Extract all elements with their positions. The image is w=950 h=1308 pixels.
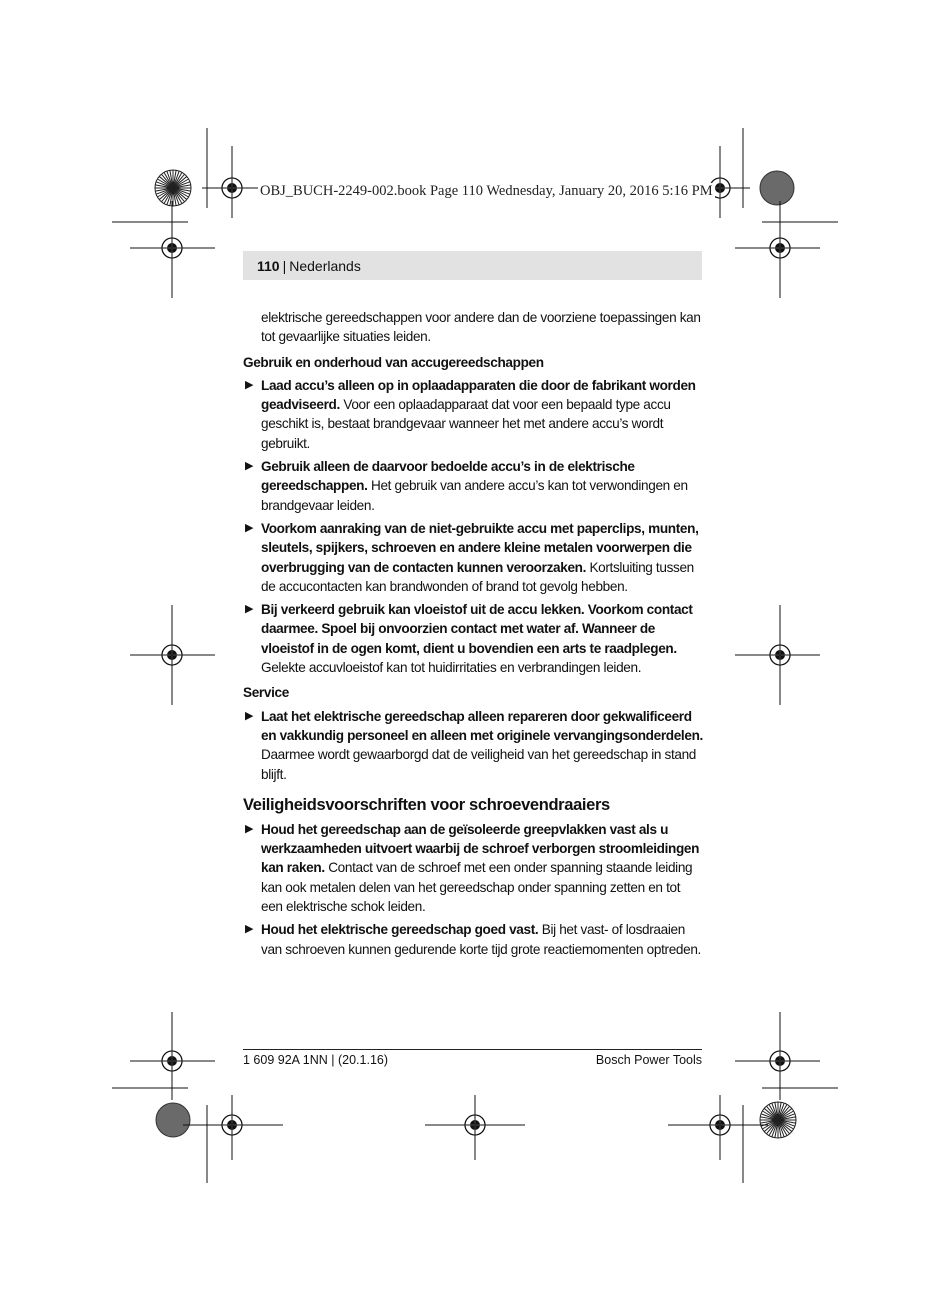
page-header [243, 251, 702, 280]
list-item: ▶ Laat het elektrische gereedschap alleen repareren door gekwalificeerd en vakkundig personeel en alleen met originele vervangingsonderdelen. Daarmee wordt gewaarborgd dat de veiligheid van het gereedschap in stand blijft. [245, 708, 703, 782]
bullet-triangle-icon: ▶ [245, 603, 254, 616]
list-item: ▶ Bij verkeerd gebruik kan vloeistof uit de accu lekken. Voorkom contact daarmee. Spoel bij onvoorzien contact met water af. Wanneer de vloeistof in de ogen komt, dient u bovendien een arts te raadplegen. Gelekte accuvloeistof kan tot huidirritaties en verbrandingen leiden. [245, 602, 693, 676]
footer-brand: Bosch Power Tools [595, 1053, 702, 1067]
page-number: 110 [257, 257, 280, 274]
section-heading-service: Service [243, 685, 289, 701]
section-heading-schroevendraaiers: Veiligheidsvoorschriften voor schroevendraaiers [243, 795, 610, 814]
section-heading-accu: Gebruik en onderhoud van accugereedschappen [243, 354, 544, 370]
bullet-triangle-icon: ▶ [245, 460, 254, 473]
bullet-triangle-icon: ▶ [245, 709, 254, 722]
page-body [243, 308, 705, 959]
bullet-triangle-icon: ▶ [245, 923, 254, 936]
star-target-top-left [155, 170, 191, 206]
bullet-triangle-icon: ▶ [245, 378, 254, 391]
star-target-bottom-right [760, 1102, 796, 1138]
header-separator: | [282, 257, 287, 274]
list-item: ▶ Laad accu’s alleen op in oplaadapparaten die door de fabrikant worden geadviseerd. Voor een oplaadapparaat dat voor een bepaald type accu geschikt is, bestaat brandgevaar wanneer het met andere accu’s wordt gebruikt. [245, 377, 696, 451]
grey-dot-top-right [760, 171, 794, 205]
bullet-triangle-icon: ▶ [245, 521, 254, 534]
print-slug: OBJ_BUCH-2249-002.book Page 110 Wednesday, January 20, 2016 5:16 PM [260, 183, 713, 199]
list-item: ▶ Houd het gereedschap aan de geïsoleerde greepvlakken vast als u werkzaamheden uitvoert waarbij de schroef verborgen stroomleidingen kan raken. Contact van de schroef met een onder spanning staande leiding kan ook metalen delen van het gereedschap onder spanning zetten en tot een elektrische schok leiden. [245, 821, 700, 915]
bullet-list-schroevendraaiers [243, 820, 705, 959]
bullet-triangle-icon: ▶ [245, 822, 254, 835]
header-language: Nederlands [289, 257, 361, 274]
bullet-list-accu [243, 376, 705, 677]
list-item: ▶ Voorkom aanraking van de niet-gebruikte accu met paperclips, munten, sleutels, spijkers, schroeven en andere kleine metalen voorwerpen die overbrugging van de contacten kunnen veroorzaken. Kortsluiting tussen de accucontacten kan brandwonden of brand tot gevolg hebben. [245, 520, 699, 594]
footer-document-number: 1 609 92A 1NN | (20.1.16) [243, 1053, 389, 1067]
footer-rule [243, 1049, 702, 1050]
grey-dot-bottom-left [156, 1103, 190, 1137]
list-item: ▶ Gebruik alleen de daarvoor bedoelde accu’s in de elektrische gereedschappen. Het gebruik van andere accu’s kan tot verwondingen en brandgevaar leiden. [245, 459, 688, 513]
intro-paragraph: elektrische gereedschappen voor andere dan de voorziene toepassingen kan tot gevaarlijke situaties leiden. [261, 310, 701, 345]
bullet-list-service [243, 707, 705, 784]
list-item: ▶ Houd het elektrische gereedschap goed vast. Bij het vast- of losdraaien van schroeven kunnen gedurende korte tijd grote reactiemomenten optreden. [245, 922, 701, 957]
